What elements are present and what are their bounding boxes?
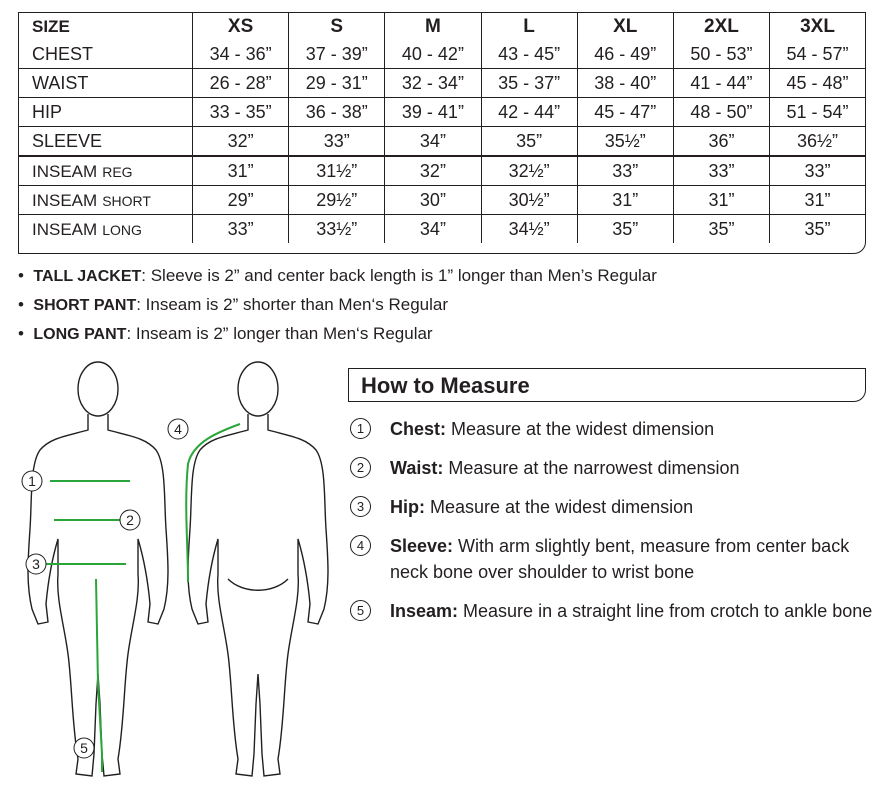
size-header: XS [193,13,289,40]
size-value-cell: 34” [385,127,481,157]
note-item: • TALL JACKET: Sleeve is 2” and center back length is 1” longer than Men’s Regular [18,266,657,285]
size-value-cell: 31½” [289,156,385,186]
size-value-cell: 36 - 38” [289,98,385,127]
step-number-icon: 1 [350,418,371,439]
size-value-cell: 35” [770,215,865,244]
size-header: M [385,13,481,40]
size-value-cell: 48 - 50” [673,98,769,127]
marker-number: 2 [126,512,134,528]
size-value-cell: 50 - 53” [673,40,769,69]
inseam-sublabel: REG [102,163,133,180]
size-value-cell: 29” [193,186,289,215]
size-value-cell: 35” [673,215,769,244]
measurement-lines [46,424,240,772]
size-value-cell: 30” [385,186,481,215]
size-value-cell: 29½” [289,186,385,215]
size-value-cell: 33” [289,127,385,157]
note-bold: TALL JACKET [33,268,142,285]
step-text: Measure at the widest dimension [446,419,715,439]
size-header-row [19,13,865,40]
size-value-cell: 51 - 54” [770,98,865,127]
size-value-cell: 54 - 57” [770,40,865,69]
step-label: Sleeve: [390,536,454,556]
size-value-cell: 32” [193,127,289,157]
body-measurement-illustration [18,354,348,794]
row-label [19,215,193,244]
size-value-cell: 35 - 37” [481,69,577,98]
size-chart-table [18,12,866,254]
size-value-cell: 39 - 41” [385,98,481,127]
step-text: Measure at the narrowest dimension [443,458,740,478]
size-value-cell: 33½” [289,215,385,244]
note-text: : Sleeve is 2” and center back length is 1” longer than Men’s Regular [141,266,657,285]
row-label [19,186,193,215]
size-value-cell: 40 - 42” [385,40,481,69]
measurement-row [19,127,865,157]
size-value-cell: 45 - 48” [770,69,865,98]
size-value-cell: 32½” [481,156,577,186]
size-value-cell: 32” [385,156,481,186]
inseam-row [19,215,865,244]
measurement-row [19,40,865,69]
size-value-cell: 26 - 28” [193,69,289,98]
note-bold: LONG PANT [33,326,127,343]
step-number-icon: 4 [350,535,371,556]
measure-steps [348,416,878,637]
size-value-cell: 38 - 40” [577,69,673,98]
step-text: Measure in a straight line from crotch to ankle bone [458,601,873,621]
step-number-icon: 5 [350,600,371,621]
size-corner-label: SIZE [19,13,193,40]
step-label: Chest: [390,419,447,439]
size-value-cell: 37 - 39” [289,40,385,69]
size-header: 3XL [770,13,865,40]
size-value-cell: 34” [385,215,481,244]
size-value-cell: 35” [577,215,673,244]
inseam-row [19,156,865,186]
measure-step [348,416,878,442]
note-item: • SHORT PANT: Inseam is 2” shorter than Men‘s Regular [18,295,449,314]
marker-number: 3 [32,556,40,572]
row-label: WAIST [19,69,193,98]
measure-step [348,494,878,520]
size-value-cell: 34 - 36” [193,40,289,69]
inseam-label: INSEAM [32,219,98,239]
how-to-measure-header [348,368,866,402]
inseam-sublabel: LONG [102,221,142,238]
row-label [19,156,193,186]
inseam-label: INSEAM [32,161,98,181]
size-header: L [481,13,577,40]
row-label: SLEEVE [19,127,193,157]
size-value-cell: 42 - 44” [481,98,577,127]
back-body-figure [188,362,328,776]
size-value-cell: 36” [673,127,769,157]
size-value-cell: 36½” [770,127,865,157]
step-label: Hip: [390,497,425,517]
how-to-measure-title: How to Measure [361,373,530,398]
size-value-cell: 31” [770,186,865,215]
step-number-icon: 2 [350,457,371,478]
size-value-cell: 33 - 35” [193,98,289,127]
size-value-cell: 41 - 44” [673,69,769,98]
measure-step [348,455,878,481]
size-value-cell: 35½” [577,127,673,157]
inseam-sublabel: SHORT [102,192,151,209]
size-value-cell: 32 - 34” [385,69,481,98]
row-label: HIP [19,98,193,127]
front-body-figure [28,362,168,776]
size-value-cell: 31” [193,156,289,186]
measurement-row [19,69,865,98]
size-value-cell: 46 - 49” [577,40,673,69]
size-value-cell: 31” [673,186,769,215]
size-value-cell: 31” [577,186,673,215]
marker-number: 1 [28,473,36,489]
size-value-cell: 33” [673,156,769,186]
size-value-cell: 33” [193,215,289,244]
size-header: XL [577,13,673,40]
step-text: With arm slightly bent, measure from center back neck bone over shoulder to wrist bone [390,536,850,582]
marker-number: 4 [174,421,182,437]
size-value-cell: 34½” [481,215,577,244]
size-value-cell: 30½” [481,186,577,215]
size-value-cell: 45 - 47” [577,98,673,127]
inseam-label: INSEAM [32,190,98,210]
size-header: 2XL [673,13,769,40]
step-text: Measure at the widest dimension [425,497,694,517]
measure-step [348,598,878,624]
size-value-cell: 29 - 31” [289,69,385,98]
marker-number: 5 [80,740,88,756]
note-bold: SHORT PANT [33,297,137,314]
size-value-cell: 33” [577,156,673,186]
size-value-cell: 33” [770,156,865,186]
size-header: S [289,13,385,40]
note-item: • LONG PANT: Inseam is 2” longer than Men‘s Regular [18,324,433,343]
size-value-cell: 43 - 45” [481,40,577,69]
note-text: : Inseam is 2” longer than Men‘s Regular [126,324,433,343]
inseam-row [19,186,865,215]
size-value-cell: 35” [481,127,577,157]
step-number-icon: 3 [350,496,371,517]
inseam-line [96,579,102,772]
step-label: Inseam: [390,601,459,621]
step-label: Waist: [390,458,444,478]
note-text: : Inseam is 2” shorter than Men‘s Regular [136,295,449,314]
measure-step [348,533,878,585]
measurement-row [19,98,865,127]
fit-notes [18,266,657,353]
row-label: CHEST [19,40,193,69]
